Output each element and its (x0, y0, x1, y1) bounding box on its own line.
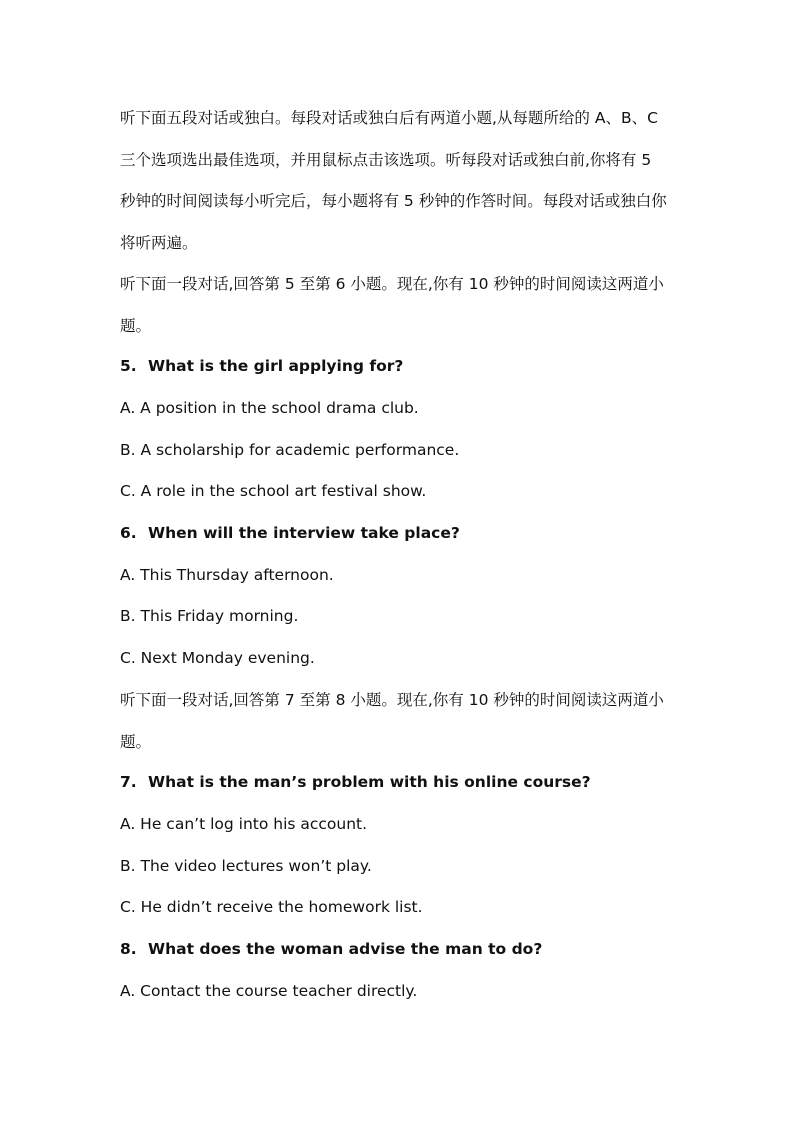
question-6-option-b[interactable]: B. This Friday morning. (120, 607, 299, 625)
question-6-stem (120, 524, 680, 542)
question-text: What is the man’s problem with his online course? (148, 773, 591, 791)
instructions-line: 将听两遍。 (120, 234, 198, 253)
question-text: When will the interview take place? (148, 524, 460, 542)
question-5-option-c[interactable]: C. A role in the school art festival show. (120, 482, 427, 500)
question-number: 7. (120, 773, 137, 791)
question-number: 6. (120, 524, 137, 542)
question-number: 8. (120, 940, 137, 958)
instructions-line: 听下面五段对话或独白。每段对话或独白后有两道小题,从每题所给的 A、B、C (120, 109, 658, 127)
section-intro-line: 题。 (120, 316, 152, 335)
question-5-option-b[interactable]: B. A scholarship for academic performance. (120, 441, 460, 459)
question-5-stem (120, 357, 680, 375)
section-intro-7-8 (120, 680, 680, 763)
question-5-option-a[interactable]: A. A position in the school drama club. (120, 399, 419, 417)
question-7-option-b[interactable]: B. The video lectures won’t play. (120, 857, 372, 875)
instructions-line: 三个选项选出最佳选项，并用鼠标点击该选项。听每段对话或独白前,你将有 5 (120, 150, 652, 169)
question-number: 5. (120, 357, 137, 375)
question-text: What is the girl applying for? (148, 357, 404, 375)
question-7-option-a[interactable]: A. He can’t log into his account. (120, 815, 368, 833)
question-8-stem (120, 940, 680, 958)
section-intro-line: 听下面一段对话,回答第 7 至第 8 小题。现在,你有 10 秒钟的时间阅读这两道小 (120, 691, 664, 709)
question-6-option-c[interactable]: C. Next Monday evening. (120, 649, 315, 667)
question-text: What does the woman advise the man to do? (148, 940, 543, 958)
instructions-paragraph (120, 98, 680, 265)
question-7-stem (120, 773, 680, 791)
section-intro-line: 题。 (120, 732, 152, 751)
question-6-option-a[interactable]: A. This Thursday afternoon. (120, 566, 334, 584)
section-intro-5-6 (120, 264, 680, 347)
question-7-option-c[interactable]: C. He didn’t receive the homework list. (120, 898, 423, 916)
section-intro-line: 听下面一段对话,回答第 5 至第 6 小题。现在,你有 10 秒钟的时间阅读这两道小 (120, 275, 664, 293)
question-8-option-a[interactable]: A. Contact the course teacher directly. (120, 982, 418, 1000)
instructions-line: 秒钟的时间阅读每小听完后，每小题将有 5 秒钟的作答时间。每段对话或独白你 (120, 192, 667, 211)
